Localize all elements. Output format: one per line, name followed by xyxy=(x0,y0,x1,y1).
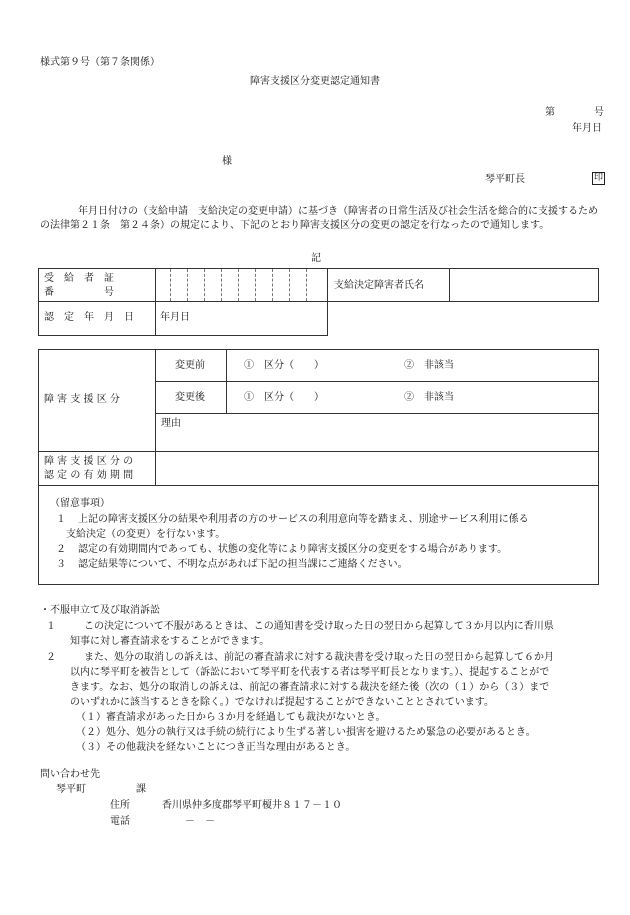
seal-stamp: 印 xyxy=(593,173,603,183)
validity-label-1: 障 害 支 援 区 分 の xyxy=(44,456,134,467)
validity-label-2: 認 定 の 有 効 期 間 xyxy=(44,470,134,481)
appeal-2-num: ２ xyxy=(46,652,56,663)
after-label: 変更後 xyxy=(175,392,205,403)
phone-label: 電話 xyxy=(110,816,130,827)
contact-heading: 問い合わせ先 xyxy=(40,769,100,780)
reason-label: 理由 xyxy=(161,418,181,429)
cert-date-label: 認 定 年 月 日 xyxy=(44,312,134,323)
notes-heading: （留意事項） xyxy=(50,498,110,509)
recipient-number-input[interactable] xyxy=(156,269,327,301)
issue-date: 年月日 xyxy=(572,123,602,134)
note-2-text: 認定の有効期間内であっても、状態の変化等により障害支援区分の変更をする場合があります。 xyxy=(78,544,508,555)
before-option-category[interactable]: ① 区分（ ） xyxy=(244,360,324,371)
before-label: 変更前 xyxy=(175,360,205,371)
cert-date-value: 年月日 xyxy=(160,312,190,323)
appeal-1-line2: 知事に対し審査請求をすることができます。 xyxy=(70,636,270,647)
number-suffix: 号 xyxy=(594,107,604,118)
number-prefix: 第 xyxy=(545,107,555,118)
appeal-heading: ・不服申立て及び取消訴訟 xyxy=(40,605,160,616)
beneficiary-name-label: 支給決定障害者氏名 xyxy=(334,280,424,291)
contact-dept: 課 xyxy=(136,784,146,795)
note-1-num: １ xyxy=(56,514,66,525)
before-option-not-applicable[interactable]: ② 非該当 xyxy=(404,360,454,371)
document-title: 障害支援区分変更認定通知書 xyxy=(250,76,380,87)
appeal-2-line4: のいずれかに該当するときを除く。）でなければ提起することができないこととされています。 xyxy=(70,697,494,708)
appeal-1-line1: この決定について不服があるときは、この通知書を受け取った日の翌日から起算して３か月以内に香川県 xyxy=(84,621,554,632)
recipient-label-1: 受 給 者 証 xyxy=(44,273,114,284)
appeal-2-line3: きます。なお、処分の取消しの訴えは、前記の審査請求に対する裁決を経た後（次の（１）から（３）まで xyxy=(70,682,550,693)
note-1-text: 上記の障害支援区分の結果や利用者の方のサービスの利用意向等を踏まえ、別途サービス利用に係る xyxy=(78,514,529,525)
addressee-suffix: 様 xyxy=(222,156,232,167)
form-number: 様式第９号（第７条関係） xyxy=(40,57,160,68)
phone-value: － － xyxy=(185,816,215,827)
address-value: 香川県仲多度郡琴平町榎井８１７－１０ xyxy=(162,800,342,811)
note-2-num: ２ xyxy=(56,544,66,555)
intro-paragraph: 年月日付けの（支給申請 支給決定の変更申請）に基づき（障害者の日常生活及び社会生活を総合的に支援するための法律第２１条 第２４条）の規定により、下記のとおり障害支援区分の変更の認定を行なったので通知します。 xyxy=(40,206,598,231)
beneficiary-name-field[interactable] xyxy=(450,269,598,301)
appeal-1-num: １ xyxy=(46,621,56,632)
after-option-not-applicable[interactable]: ② 非該当 xyxy=(404,392,454,403)
issuer-name: 琴平町長 xyxy=(485,174,525,185)
after-option-category[interactable]: ① 区分（ ） xyxy=(244,392,324,403)
appeal-2-line1: また、処分の取消しの訴えは、前記の審査請求に対する裁決書を受け取った日の翌日から起算して６か月 xyxy=(84,652,554,663)
appeal-sub-2: （２）処分、処分の執行又は手続の続行により生ずる著しい損害を避けるため緊急の必要があるとき。 xyxy=(76,727,536,738)
appeal-sub-3: （３）その他裁決を経ないことにつき正当な理由があるとき。 xyxy=(76,742,356,753)
appeal-2-line2: 以内に琴平町を被告として（訴訟において琴平町を代表する者は琴平町長となります。）、提起することがで xyxy=(70,667,550,678)
category-label: 障 害 支 援 区 分 xyxy=(44,394,120,405)
contact-town: 琴平町 xyxy=(56,784,86,795)
note-1-cont: 支給決定（の変更）を行ないます。 xyxy=(66,529,226,540)
recipient-label-2: 番 号 xyxy=(44,287,114,298)
appeal-sub-1: （１）審査請求があった日から３か月を経過しても裁決がないとき。 xyxy=(76,712,386,723)
address-label: 住所 xyxy=(110,800,130,811)
note-3-text: 認定結果等について、不明な点があれば下記の担当課にご連絡ください。 xyxy=(78,559,408,570)
note-3-num: ３ xyxy=(56,559,66,570)
ki-label: 記 xyxy=(311,253,321,264)
